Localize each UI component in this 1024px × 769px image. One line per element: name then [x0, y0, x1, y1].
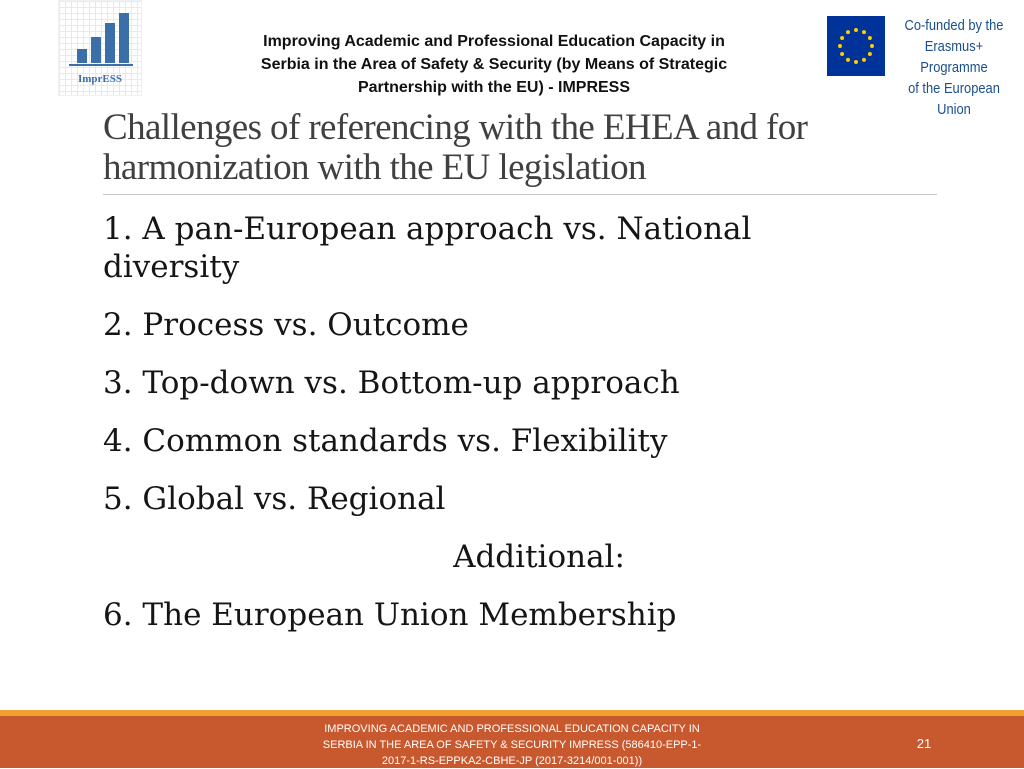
- list-item: 6. The European Union Membership: [103, 597, 677, 633]
- footer-text: IMPROVING ACADEMIC AND PROFESSIONAL EDUCATION CAPACITY IN SERBIA IN THE AREA OF SAFETY & SECURITY IMPRESS (586410-EPP-1-2017-1-RS-EPPKA2-CBHE-JP (2017-3214/001-001)): [322, 723, 702, 767]
- logo-text: ImprESS: [77, 73, 123, 85]
- title-divider: [103, 194, 937, 195]
- eu-text-line: Co-funded by the: [904, 17, 1004, 34]
- project-title-line: Improving Academic and Professional Education Capacity in: [263, 33, 725, 50]
- page-number: 21: [916, 736, 932, 751]
- eu-text-line: of the European Union: [908, 80, 1000, 118]
- project-title: [196, 30, 792, 99]
- list-item: 3. Top-down vs. Bottom-up approach: [103, 365, 680, 401]
- slide-title: Challenges of referencing with the EHEA and for harmonization with the EU legislation: [103, 107, 808, 188]
- project-title-line: Partnership with the EU) - IMPRESS: [357, 79, 631, 96]
- list-item: 1. A pan-European approach vs. National diversity: [103, 211, 752, 285]
- list-item: 5. Global vs. Regional: [103, 481, 446, 517]
- eu-flag-icon: [827, 16, 885, 76]
- list-item: 4. Common standards vs. Flexibility: [103, 423, 668, 459]
- eu-text-line: Erasmus+ Programme: [920, 38, 988, 76]
- erasmus-cofunded-text: [898, 15, 1010, 120]
- list-item: 2. Process vs. Outcome: [103, 307, 469, 343]
- additional-label: Additional:: [453, 539, 625, 575]
- project-title-line: Serbia in the Area of Safety & Security (by Means of Strategic: [260, 56, 728, 73]
- impress-logo: [58, 0, 142, 96]
